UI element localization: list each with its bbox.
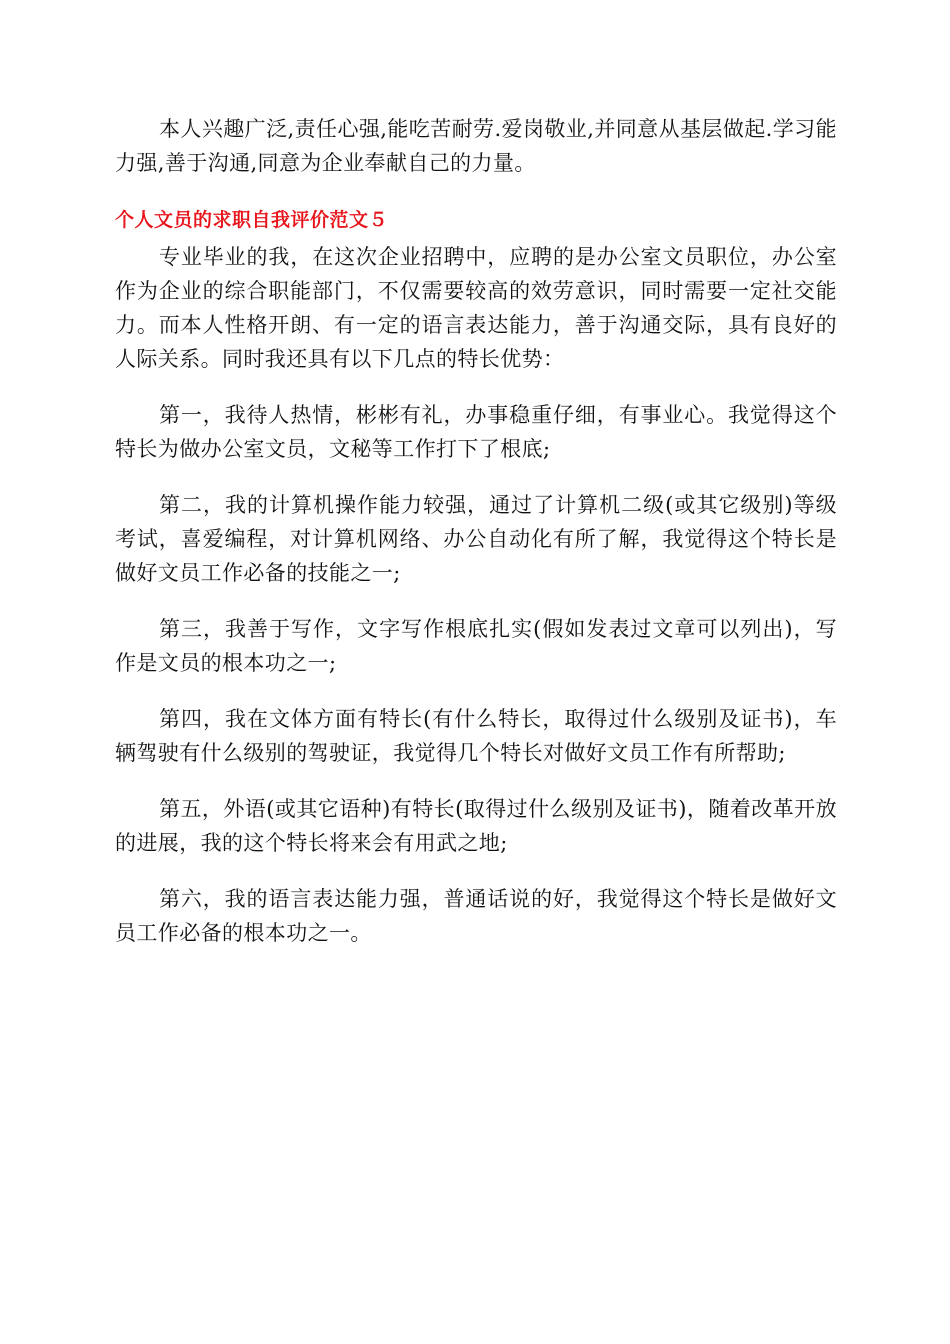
- document-page: [115, 112, 837, 950]
- intro-paragraph: 本人兴趣广泛,责任心强,能吃苦耐劳.爱岗敬业,并同意从基层做起.学习能力强,善于沟通,同意为企业奉献自己的力量。: [115, 117, 837, 175]
- paragraph-point-2: 第二，我的计算机操作能力较强，通过了计算机二级(或其它级别)等级考试，喜爱编程，对计算机网络、办公自动化有所了解，我觉得这个特长是做好文员工作必备的技能之一;: [115, 493, 837, 585]
- paragraph-point-1: 第一，我待人热情，彬彬有礼，办事稳重仔细，有事业心。我觉得这个特长为做办公室文员，文秘等工作打下了根底;: [115, 403, 837, 461]
- section-heading: 个人文员的求职自我评价范文５: [115, 209, 389, 231]
- paragraph-point-6: 第六，我的语言表达能力强，普通话说的好，我觉得这个特长是做好文员工作必备的根本功之一。: [115, 887, 837, 945]
- paragraph-point-5: 第五，外语(或其它语种)有特长(取得过什么级别及证书)，随着改革开放的进展，我的这个特长将来会有用武之地;: [115, 797, 837, 855]
- paragraph-point-4: 第四，我在文体方面有特长(有什么特长，取得过什么级别及证书)，车辆驾驶有什么级别的驾驶证，我觉得几个特长对做好文员工作有所帮助;: [115, 707, 837, 765]
- paragraph-intro-self: 专业毕业的我，在这次企业招聘中，应聘的是办公室文员职位，办公室作为企业的综合职能部门，不仅需要较高的效劳意识，同时需要一定社交能力。而本人性格开朗、有一定的语言表达能力，善于沟通交际，具有良好的人际关系。同时我还具有以下几点的特长优势：: [115, 245, 837, 371]
- paragraph-point-3: 第三，我善于写作，文字写作根底扎实(假如发表过文章可以列出)，写作是文员的根本功之一;: [115, 617, 837, 675]
